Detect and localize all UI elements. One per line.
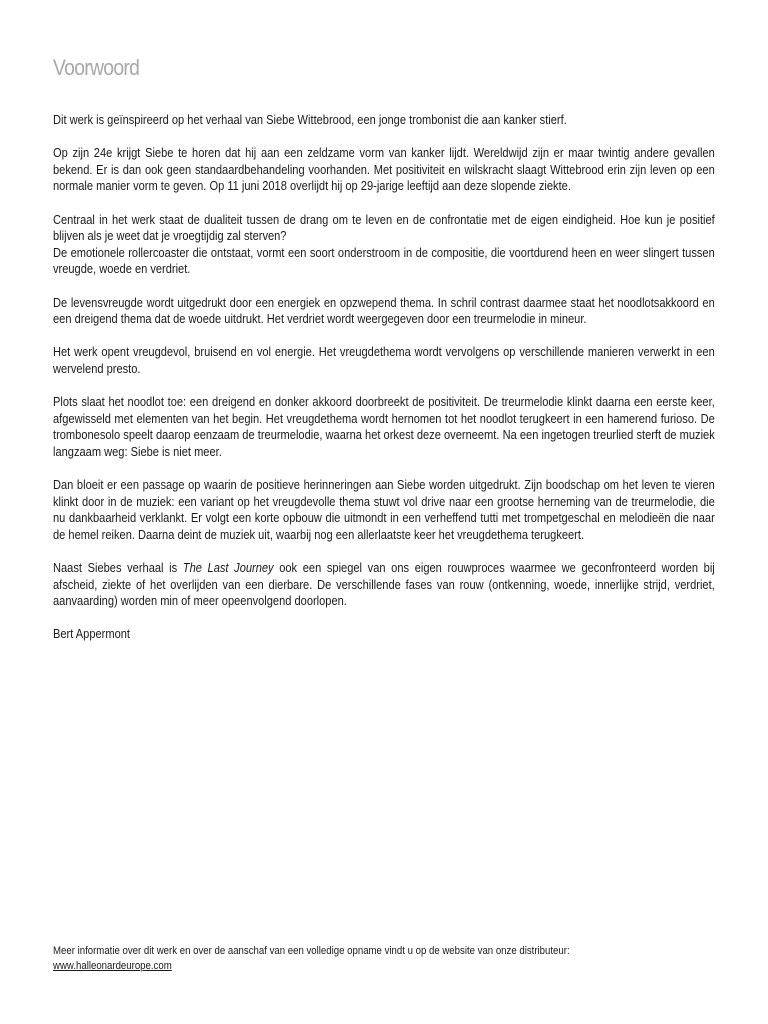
- page-title: Voorwoord: [53, 55, 140, 80]
- footer: [53, 944, 655, 973]
- signature: Bert Appermont: [53, 627, 131, 642]
- work-title: The Last Journey: [182, 561, 274, 576]
- footer-info-text: Meer informatie over dit werk en over de aanschaf van een volledige opname vindt u op de website van onze distributeur:: [53, 945, 570, 957]
- paragraph-grief: [53, 560, 715, 610]
- paragraph-duality-question: Centraal in het werk staat de dualiteit tussen de drang om te leven en de confrontatie met de eigen eindigheid. Hoe kun je positief blijven als je weet dat je vroegtijdig zal sterven?: [53, 212, 715, 244]
- paragraph-intro: Dit werk is geïnspireerd op het verhaal van Siebe Wittebrood, een jonge trombonist die aan kanker stierf.: [53, 113, 567, 127]
- distributor-link[interactable]: www.halleonardeurope.com: [53, 959, 172, 972]
- paragraph-opening: Het werk opent vreugdevol, bruisend en vol energie. Het vreugdethema wordt vervolgens op verschillende manieren verwerkt in een wervelend presto.: [53, 345, 715, 376]
- paragraph-grief-lead: Naast Siebes verhaal is: [53, 561, 183, 576]
- paragraph-grief-rest: ook een spiegel van ons eigen rouwproces waarmee we geconfronteerd worden bij afscheid, ziekte of het overlijden van een dierbare. De verschillende fases van rouw (ontkenning, woede, innerlijke strijd, verdriet, aanvaarding) worden min of meer opeenvolgend doorlopen.: [53, 561, 715, 609]
- foreword-body: [53, 112, 715, 643]
- paragraph-duality-rollercoaster: De emotionele rollercoaster die ontstaat, vormt een soort onderstroom in de compositie, die voortdurend heen en weer slingert tussen vreugde, woede en verdriet.: [53, 245, 715, 277]
- paragraph-duality: [53, 212, 715, 278]
- paragraph-fate: Plots slaat het noodlot toe: een dreigend en donker akkoord doorbreekt de positiviteit. De treurmelodie klinkt daarna een eerste keer, afgewisseld met elementen van het begin. Het vreugdethema wordt hernomen tot het noodlot terugkeert in een hamerend furioso. De trombonesolo speelt daarop eenzaam de treurmelodie, waarna het orkest deze overneemt. Na een ingetogen treurlied sterft de muziek langzaam weg: Siebe is niet meer.: [53, 395, 715, 459]
- paragraph-diagnosis: Op zijn 24e krijgt Siebe te horen dat hij aan een zeldzame vorm van kanker lijdt. Wereldwijd zijn er maar twintig andere gevallen bekend. Er is dan ook geen standaardbehandeling voorhanden. Met positiviteit en wilskracht slaagt Wittebrood erin zijn leven op een normale manier vorm te geven. Op 11 juni 2018 overlijdt hij op 29-jarige leeftijd aan deze slopende ziekte.: [53, 146, 715, 194]
- paragraph-themes: De levensvreugde wordt uitgedrukt door een energiek en opzwepend thema. In schril contrast daarmee staat het noodlotsakkoord en een dreigend thema dat de woede uitdrukt. Het verdriet wordt weergegeven door een treurmelodie in mineur.: [53, 295, 715, 327]
- paragraph-memories: Dan bloeit er een passage op waarin de positieve herinneringen aan Siebe worden uitgedrukt. Zijn boodschap om het leven te vieren klinkt door in de muziek: een variant op het vreugdevolle thema stuwt vol drive naar een grootse herneming van de treurmelodie, die nu dankbaarheid verklankt. Er volgt een korte opbouw die uitmondt in een verheffend tutti met trompetgeschal en melodieën die naar de hemel reiken. Daarna deint de muziek uit, waarbij nog een allerlaatste keer het vreugdethema terugkeert.: [53, 478, 715, 542]
